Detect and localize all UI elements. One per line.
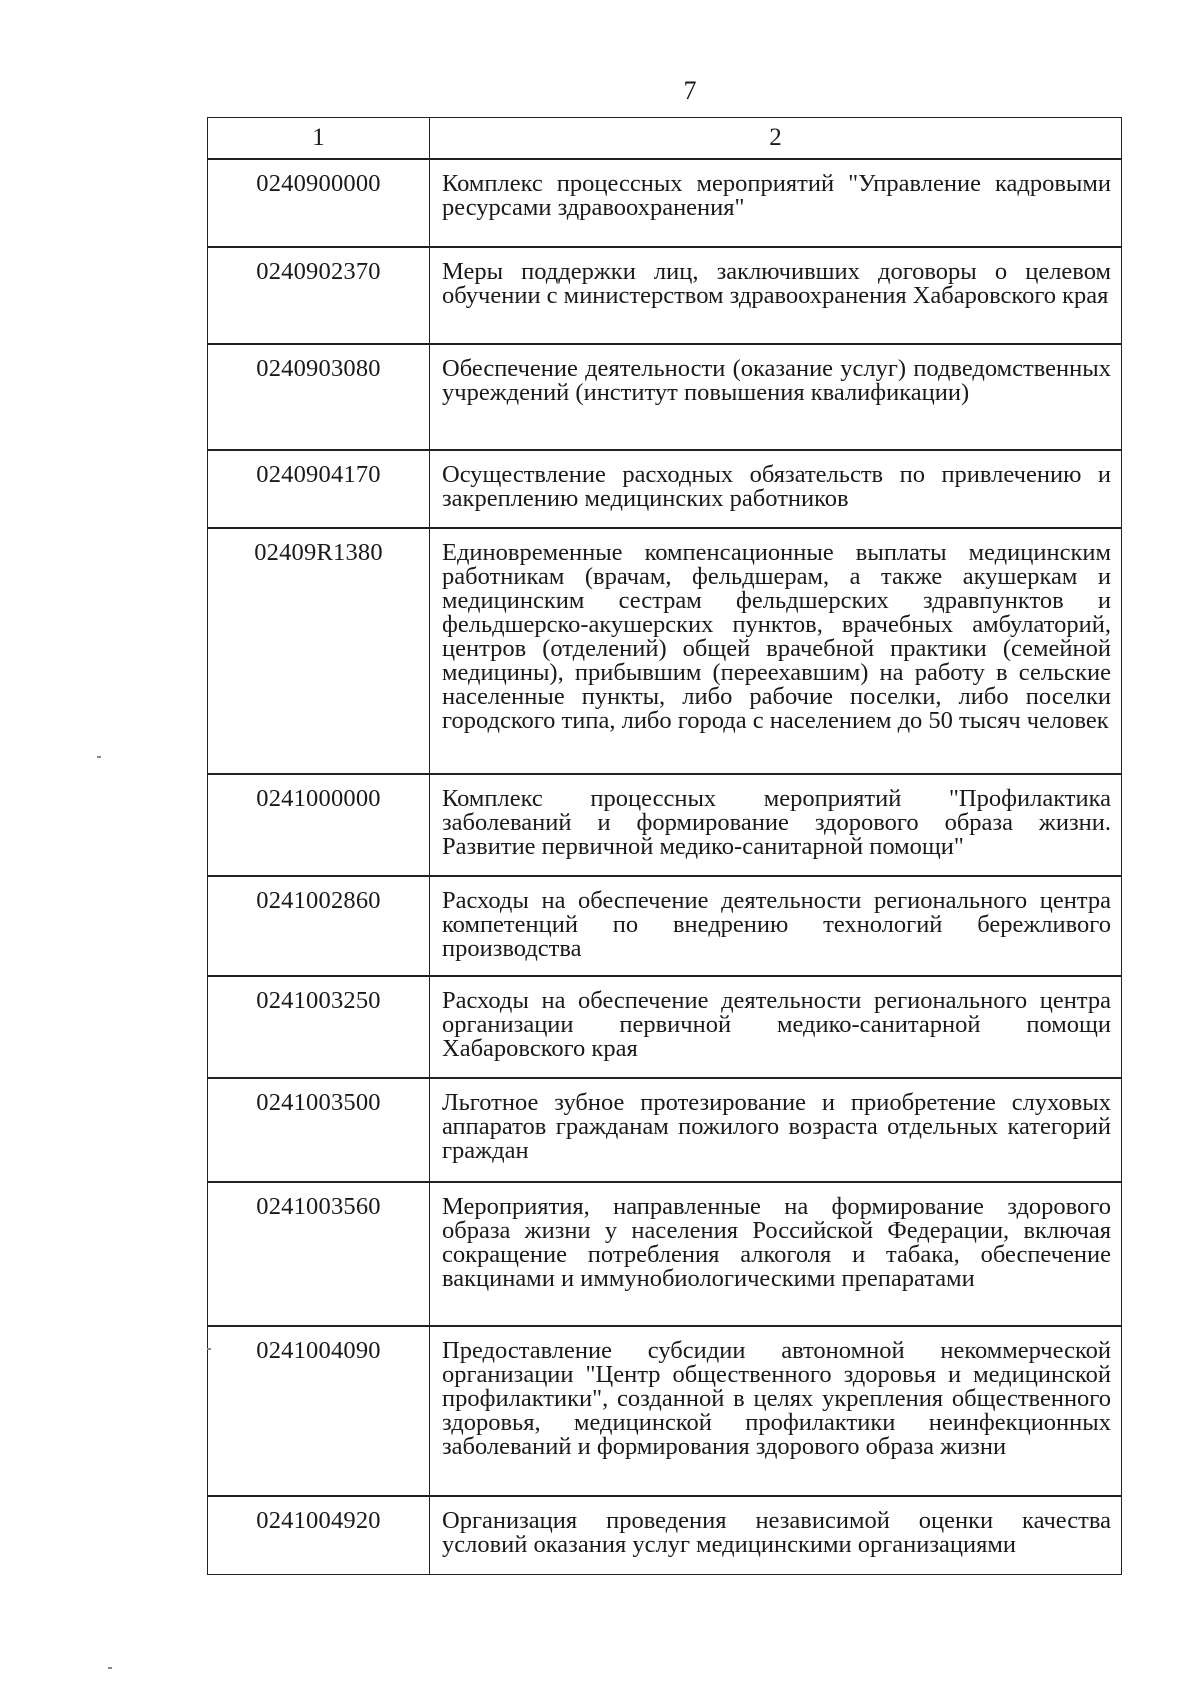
row-code: 0241003560 [208, 1182, 430, 1326]
column-header-code: 1 [208, 118, 430, 160]
table-row [208, 774, 1122, 876]
table-row [208, 1496, 1122, 1574]
row-code: 0241003500 [208, 1078, 430, 1182]
table-row [208, 450, 1122, 528]
table-row [208, 1078, 1122, 1182]
row-description: Предоставление субсидии автономной некоммерческой организации "Центр общественного здоровья и медицинской профилактики", созданной в целях укрепления общественного здоровья, медицинской профилактики неинфекционных заболеваний и формирования здорового образа жизни [430, 1326, 1122, 1496]
column-header-description: 2 [430, 118, 1122, 160]
row-code: 0241004090 [208, 1326, 430, 1496]
row-description: Расходы на обеспечение деятельности регионального центра организации первичной медико-санитарной помощи Хабаровского края [430, 976, 1122, 1078]
budget-classification-table [207, 117, 1122, 1575]
table-row [208, 344, 1122, 450]
table-row [208, 159, 1122, 247]
row-code: 0240902370 [208, 247, 430, 344]
row-code: 0240904170 [208, 450, 430, 528]
row-description: Организация проведения независимой оценки качества условий оказания услуг медицинскими организациями [430, 1496, 1122, 1574]
row-description: Меры поддержки лиц, заключивших договоры о целевом обучении с министерством здравоохранения Хабаровского края [430, 247, 1122, 344]
row-code: 0241004920 [208, 1496, 430, 1574]
row-description: Льготное зубное протезирование и приобретение слуховых аппаратов гражданам пожилого возраста отдельных категорий граждан [430, 1078, 1122, 1182]
table-row [208, 528, 1122, 774]
row-code: 0240903080 [208, 344, 430, 450]
scan-speck [207, 1348, 211, 1350]
table-row [208, 876, 1122, 976]
page-number: 7 [683, 76, 697, 105]
row-description: Расходы на обеспечение деятельности регионального центра компетенций по внедрению технологий бережливого производства [430, 876, 1122, 976]
row-description: Единовременные компенсационные выплаты медицинским работникам (врачам, фельдшерам, а также акушеркам и медицинским сестрам фельдшерских здравпунктов и фельдшерско-акушерских пунктов, врачебных амбулаторий, центров (отделений) общей врачебной практики (семейной медицины), прибывшим (переехавшим) на работу в сельские населенные пункты, либо рабочие поселки, либо поселки городского типа, либо города с населением до 50 тысяч человек [430, 528, 1122, 774]
table-row [208, 247, 1122, 344]
table-row [208, 976, 1122, 1078]
scan-speck [108, 1667, 112, 1669]
scan-speck [97, 756, 101, 758]
row-code: 0241003250 [208, 976, 430, 1078]
table-row [208, 1326, 1122, 1496]
row-code: 0241000000 [208, 774, 430, 876]
row-description: Мероприятия, направленные на формирование здорового образа жизни у населения Российской Федерации, включая сокращение потребления алкоголя и табака, обеспечение вакцинами и иммунобиологическими препаратами [430, 1182, 1122, 1326]
table-row [208, 1182, 1122, 1326]
row-code: 0240900000 [208, 159, 430, 247]
row-description: Комплекс процессных мероприятий "Управление кадровыми ресурсами здравоохранения" [430, 159, 1122, 247]
row-code: 02409R1380 [208, 528, 430, 774]
table-header-row [208, 118, 1122, 160]
row-description: Комплекс процессных мероприятий "Профилактика заболеваний и формирование здорового образа жизни. Развитие первичной медико-санитарной помощи" [430, 774, 1122, 876]
row-code: 0241002860 [208, 876, 430, 976]
row-description: Осуществление расходных обязательств по привлечению и закреплению медицинских работников [430, 450, 1122, 528]
table-body [208, 159, 1122, 1574]
row-description: Обеспечение деятельности (оказание услуг) подведомственных учреждений (институт повышения квалификации) [430, 344, 1122, 450]
